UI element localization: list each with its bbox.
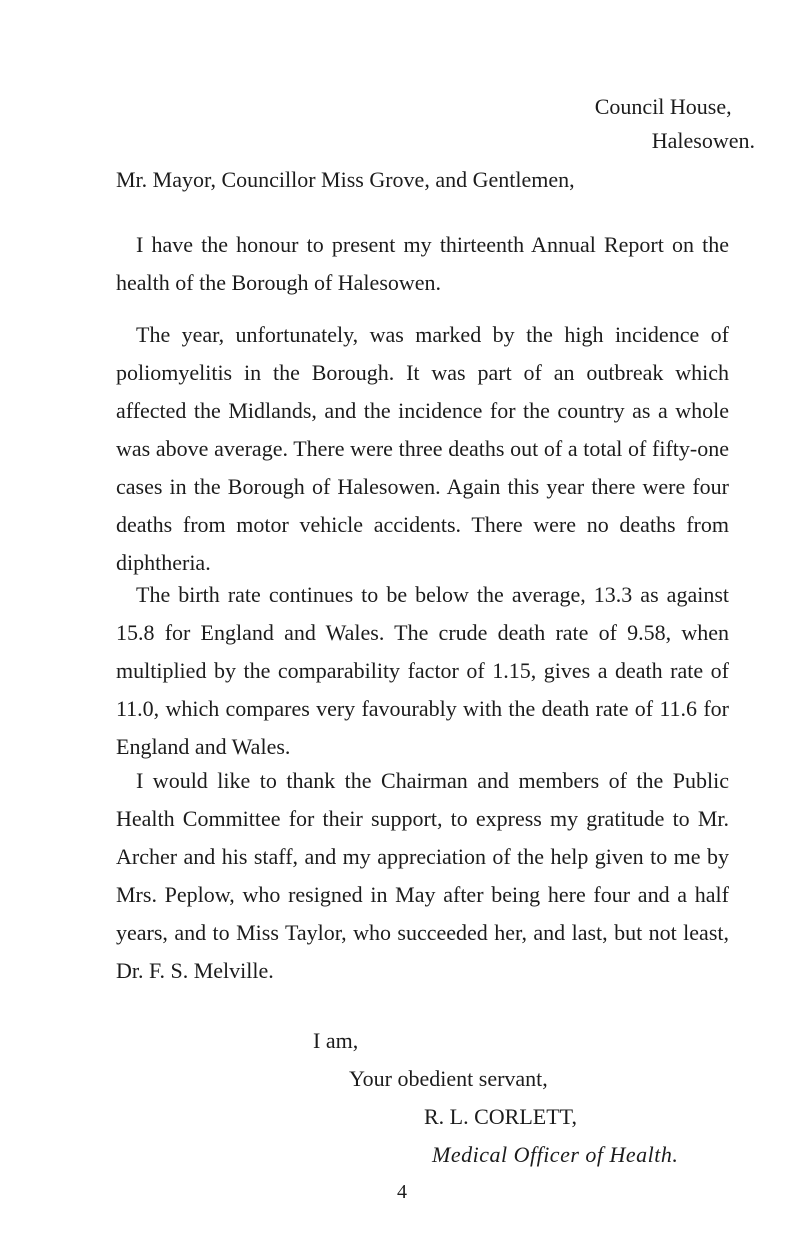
- sender-address: [595, 90, 755, 158]
- page-number: 4: [397, 1181, 407, 1203]
- salutation: Mr. Mayor, Councillor Miss Grove, and Gentlemen,: [116, 167, 575, 192]
- paragraph-poliomyelitis: The year, unfortunately, was marked by the high incidence of poliomyelitis in the Borough. It was part of an outbreak which affected the Midlands, and the incidence for the country as a whole was above average. There were three deaths out of a total of fifty-one cases in the Borough of Halesowen. Again this year there were four deaths from motor vehicle accidents. There were no deaths from diphtheria.: [116, 322, 729, 575]
- closing-line-2: Your obedient servant,: [349, 1066, 548, 1091]
- paragraph-acknowledgements: I would like to thank the Chairman and members of the Public Health Committee for their support, to express my gratitude to Mr. Archer and his staff, and my appreciation of the help given to me by Mrs. Peplow, who resigned in May after being here four and a half years, and to Miss Taylor, who succeeded her, and last, but not least, Dr. F. S. Melville.: [116, 768, 729, 983]
- paragraph-introduction: I have the honour to present my thirteenth Annual Report on the health of the Borough of Halesowen.: [116, 232, 729, 295]
- paragraph-birth-death-rates: The birth rate continues to be below the average, 13.3 as against 15.8 for England and Wales. The crude death rate of 9.58, when multiplied by the comparability factor of 1.15, gives a death rate of 11.0, which compares very favourably with the death rate of 11.6 for England and Wales.: [116, 582, 729, 759]
- address-line-1: Council House,: [594, 94, 732, 119]
- signature-name: R. L. CORLETT,: [424, 1104, 577, 1129]
- address-line-2: Halesowen.: [651, 128, 755, 153]
- signature-title: Medical Officer of Health.: [432, 1142, 679, 1167]
- closing-line-1: I am,: [313, 1028, 359, 1053]
